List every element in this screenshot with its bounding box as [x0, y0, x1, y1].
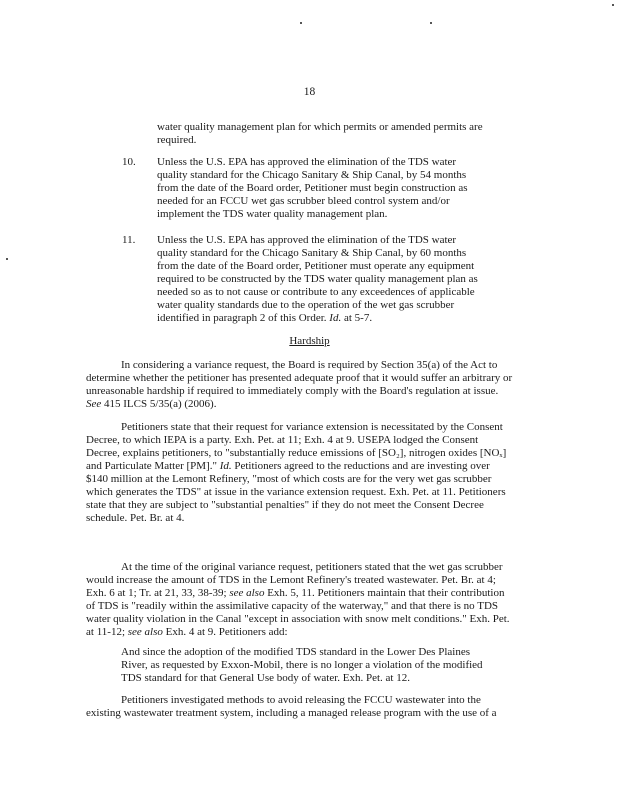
item-11-line: identified in paragraph 2 of this Order. Id. at 5-7.: [157, 312, 373, 324]
item-10-line: needed for an FCCU wet gas scrubber bleed control system and/or: [157, 195, 450, 207]
paragraph-line: determine whether the petitioner has presented adequate proof that it would suffer an arbitrary or: [86, 372, 513, 384]
paragraph-line: In considering a variance request, the Board is required by Section 35(a) of the Act to: [121, 359, 498, 371]
item-11-line: from the date of the Board order, Petitioner must operate any equipment: [157, 260, 475, 272]
scan-speck: [612, 4, 614, 6]
paragraph-line: of TDS is "readily within the assimilative capacity of the waterway," and that there is no TDS: [86, 600, 499, 612]
item-10-line: from the date of the Board order, Petitioner must begin construction as: [157, 182, 468, 194]
item-11-line: quality standard for the Chicago Sanitary & Ship Canal, by 60 months: [157, 247, 467, 259]
item-10-line: quality standard for the Chicago Sanitary & Ship Canal, by 54 months: [157, 169, 467, 181]
paragraph-line: Decree, explains petitioners, to "substantially reduce emissions of [SO₂], nitrogen oxides [NOₓ]: [86, 447, 507, 459]
paragraph-line: Petitioners state that their request for variance extension is necessitated by the Consent: [121, 421, 503, 433]
paragraph-line: Exh. 6 at 1; Tr. at 21, 33, 38-39; see also Exh. 5, 11. Petitioners maintain that their contribution: [86, 587, 505, 599]
paragraph-line: schedule. Pet. Br. at 4.: [86, 512, 185, 524]
paragraph-line: existing wastewater treatment system, including a managed release program with the use of a: [86, 707, 497, 719]
paragraph-line: would increase the amount of TDS in the Lemont Refinery's treated wastewater. Pet. Br. at 4;: [86, 574, 496, 586]
paragraph-line: $140 million at the Lemont Refinery, "most of which costs are for the very wet gas scrubber: [86, 473, 492, 485]
paragraph-line: Petitioners investigated methods to avoid releasing the FCCU wastewater into the: [121, 694, 481, 706]
paragraph-line: and Particulate Matter [PM]." Id. Petitioners agreed to the reductions and are investing over: [86, 460, 490, 472]
item-11-number: 11.: [122, 234, 136, 246]
paragraph-line: at 11-12; see also Exh. 4 at 9. Petitioners add:: [86, 626, 288, 638]
item-11-line: water quality standards due to the operation of the wet gas scrubber: [157, 299, 455, 311]
scan-speck: [300, 22, 302, 24]
paragraph-line: See 415 ILCS 5/35(a) (2006).: [86, 398, 217, 410]
citation-id: Id.: [329, 312, 342, 324]
block-quote-line: River, as requested by Exxon-Mobil, there is no longer a violation of the modified: [121, 659, 483, 671]
item-10-line: Unless the U.S. EPA has approved the elimination of the TDS water: [157, 156, 457, 168]
item-10-number: 10.: [122, 156, 136, 168]
scan-speck: [6, 258, 8, 260]
paragraph-line: water quality violation in the Canal "except in association with snow melt conditions." Exh. Pet.: [86, 613, 510, 625]
item-11-line: needed so as to not cause or contribute to any exceedences of applicable: [157, 286, 475, 298]
item-11-line: Unless the U.S. EPA has approved the elimination of the TDS water: [157, 234, 457, 246]
paragraph-line: unreasonable hardship if required to immediately comply with the Board's regulation at issue.: [86, 385, 499, 397]
section-heading-hardship: Hardship: [289, 335, 330, 347]
item-10-line: implement the TDS water quality management plan.: [157, 208, 388, 220]
block-quote-line: TDS standard for that General Use body of water. Exh. Pet. at 12.: [121, 672, 410, 684]
paragraph-line: Decree, to which IEPA is a party. Exh. Pet. at 11; Exh. 4 at 9. USEPA lodged the Consent: [86, 434, 479, 446]
block-quote-line: And since the adoption of the modified TDS standard in the Lower Des Plaines: [121, 646, 470, 658]
continuation-line: water quality management plan for which permits or amended permits are: [157, 121, 483, 133]
paragraph-line: which generates the TDS" at issue in the variance extension request. Exh. Pet. at 11. Petitioners: [86, 486, 506, 498]
paragraph-line: state that they are subject to "substantial penalties" if they do not meet the Consent Decree: [86, 499, 484, 511]
continuation-line: required.: [157, 134, 197, 146]
scan-speck: [430, 22, 432, 24]
paragraph-line: At the time of the original variance request, petitioners stated that the wet gas scrubber: [121, 561, 503, 573]
item-11-line: required to be constructed by the TDS water quality management plan as: [157, 273, 478, 285]
page-number: 18: [303, 86, 316, 98]
